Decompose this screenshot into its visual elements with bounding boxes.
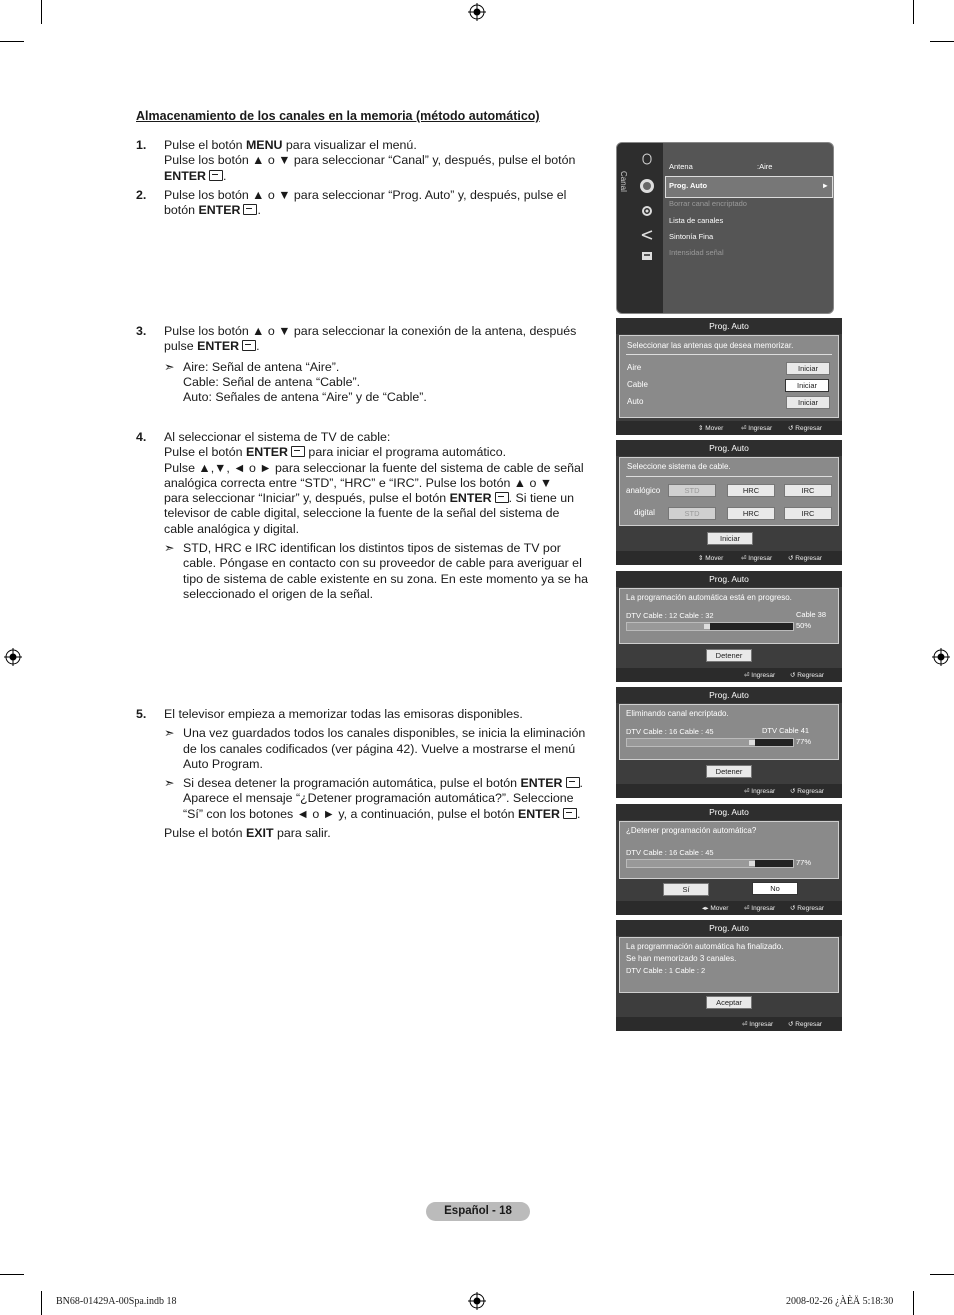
panel-message: ¿Detener programación automática? — [626, 826, 757, 835]
panel-title: Prog. Auto — [616, 318, 842, 334]
step-2: 2. Pulse los botón ▲ o ▼ para seleccionar “Prog. Auto” y, después, pulse el botón ENTER . — [136, 188, 567, 218]
section-heading: Almacenamiento de los canales en la memoria (método automático) — [136, 109, 540, 123]
panel-title: Prog. Auto — [616, 687, 842, 703]
crop-mark — [0, 1274, 24, 1275]
stop-button[interactable]: Detener — [706, 649, 752, 662]
analog-hrc-button[interactable]: HRC — [727, 484, 775, 497]
divider — [626, 354, 832, 355]
menu-item-sintonia-fina[interactable]: Sintonía Fina — [669, 232, 714, 241]
menu-item-lista-canales[interactable]: Lista de canales — [669, 216, 724, 225]
progress-percent: 77% — [796, 737, 812, 746]
channel-counts: DTV Cable : 16 Cable : 45 — [626, 848, 714, 857]
prog-auto-cable-system-panel — [616, 440, 842, 565]
panel-body — [619, 937, 839, 993]
page-number-label: Español - 18 — [426, 1202, 530, 1221]
panel-footer — [616, 421, 842, 435]
progress-bar — [626, 738, 794, 747]
row-label-cable: Cable — [627, 380, 648, 389]
enter-icon — [566, 777, 580, 788]
auto-start-button[interactable]: Iniciar — [786, 396, 830, 409]
panel-message: Seleccionar las antenas que desea memorizar. — [627, 341, 794, 350]
enter-hint: ⏎ Ingresar — [741, 555, 773, 562]
step-1: 1. Pulse el botón MENU para visualizar el menú. Pulse los botón ▲ o ▼ para seleccionar “Canal” y, después, pulse el botón ENTER . — [136, 138, 576, 183]
enter-icon — [495, 492, 509, 503]
step-3: 3. Pulse los botón ▲ o ▼ para seleccionar la conexión de la antena, después pulse ENTER . ➣ Aire: Señal de antena “Aire”. Cable: Señal de antena “Cable”. Auto: Señales de antena “Aire” y de “Cable”. — [164, 324, 604, 405]
registration-mark-icon — [932, 648, 950, 666]
progress-bar — [626, 622, 794, 631]
prog-auto-stop-confirm-panel — [616, 804, 842, 915]
enter-icon — [209, 170, 223, 181]
row-label-aire: Aire — [627, 363, 642, 372]
crop-mark — [41, 0, 42, 24]
stop-button[interactable]: Detener — [706, 765, 752, 778]
enter-icon — [243, 204, 257, 215]
panel-message-2: Se han memorizado 3 canales. — [626, 954, 737, 963]
crop-mark — [0, 41, 24, 42]
return-hint: ↺ Regresar — [788, 555, 822, 562]
enter-hint: ⏎ Ingresar — [744, 788, 776, 795]
enter-hint: ⏎ Ingresar — [741, 425, 773, 432]
analog-std-button[interactable]: STD — [668, 484, 716, 497]
aire-start-button[interactable]: Iniciar — [786, 362, 830, 375]
enter-hint: ⏎ Ingresar — [744, 905, 776, 912]
prog-auto-finished-panel — [616, 920, 842, 1031]
note: ➣ Una vez guardados todos los canales disponibles, se inicia la eliminación de los canales codificados (ver página 42). Vuelve a mostrarse el menú Auto Program. — [164, 726, 586, 771]
menu-sidebar — [617, 143, 663, 313]
yes-button[interactable]: Sí — [663, 883, 709, 896]
panel-footer — [616, 551, 842, 565]
channel-counts: DTV Cable : 12 Cable : 32 — [626, 611, 714, 620]
step-4: 4. Al seleccionar el sistema de TV de cable: Pulse el botón ENTER para iniciar el programa automático. Pulse ▲,▼, ◄ o ► para seleccionar la fuente del sistema de cable de señal analógica correcta entre “STD”, “HRC” e “IRC”. Pulse los botón ▲ o ▼ para seleccionar “Iniciar” y, después, pulse el botón ENTER . Si tiene un televisor de cable digital, seleccione la fuente de la señal del sistema de cable analógica y digital. ➣ STD, HRC e IRC identifican los distintos tipos de sistemas de TV por cable. Póngase en contacto con su proveedor de cable para averiguar el tipo de sistema de cable existente en su zona. En este momento ya se ha seleccionado el origen de la señal. — [164, 430, 608, 602]
prog-auto-scrambled-panel — [616, 687, 842, 798]
panel-message: Seleccione sistema de cable. — [627, 462, 731, 471]
panel-footer — [616, 901, 842, 915]
menu-item-borrar-canal: Borrar canal encriptado — [669, 199, 747, 208]
row-label-auto: Auto — [627, 397, 644, 406]
panel-footer — [616, 1017, 842, 1031]
enter-icon — [291, 446, 305, 457]
registration-mark-icon — [468, 1292, 486, 1310]
menu-item-prog-auto[interactable]: Prog. Auto ► — [669, 181, 829, 190]
footer-timestamp: 2008-02-26 ¿ÀÈÄ 5:18:30 — [786, 1296, 894, 1307]
return-hint: ↺ Regresar — [788, 425, 822, 432]
enter-icon — [242, 340, 256, 351]
panel-title: Prog. Auto — [616, 920, 842, 936]
picture-icon[interactable] — [641, 153, 653, 165]
progress-percent: 77% — [796, 858, 812, 867]
menu-list — [665, 143, 833, 313]
cable-start-button[interactable]: Iniciar — [785, 379, 829, 392]
registration-mark-icon — [4, 648, 22, 666]
crop-mark — [41, 1291, 42, 1315]
row-label-analog: analógico — [626, 486, 661, 495]
digital-std-button[interactable]: STD — [668, 507, 716, 520]
application-icon[interactable] — [641, 250, 653, 262]
menu-item-antena[interactable]: Antena :Aire — [669, 162, 773, 171]
crop-mark — [913, 1291, 914, 1315]
panel-message: La programmación automática ha finalizado. — [626, 942, 784, 951]
current-channel: Cable 38 — [796, 610, 827, 619]
menu-item-intensidad-senal: Intensidad señal — [669, 248, 724, 257]
panel-body — [619, 821, 839, 879]
panel-title: Prog. Auto — [616, 804, 842, 820]
crop-mark — [930, 1274, 954, 1275]
step-5: 5. El televisor empieza a memorizar todas las emisoras disponibles. ➣ Una vez guardados todos los canales disponibles, se inicia la eliminación de los canales codificados (ver página 42). Vuelve a mostrarse el menú Auto Program. ➣ Si desea detener la programación automática, pulse el botón ENTER . Aparece el mensaje “¿Detener programación automática?”. Seleccione “Sí” con los botones ◄ o ► y, a continuación, pulse el botón ENTER . Pulse el botón EXIT para salir. — [164, 707, 608, 841]
channel-menu — [616, 142, 834, 314]
return-hint: ↺ Regresar — [790, 905, 824, 912]
start-button[interactable]: Iniciar — [707, 532, 753, 545]
panel-body — [619, 457, 839, 526]
current-channel: DTV Cable 41 — [762, 726, 810, 735]
digital-hrc-button[interactable]: HRC — [727, 507, 775, 520]
return-hint: ↺ Regresar — [790, 672, 824, 679]
panel-message: Eliminando canal encriptado. — [626, 709, 729, 718]
panel-footer — [616, 668, 842, 682]
crop-mark — [930, 41, 954, 42]
enter-icon — [563, 808, 577, 819]
digital-irc-button[interactable]: IRC — [784, 507, 832, 520]
move-hint: ⇕ Mover — [698, 425, 724, 432]
row-label-digital: digital — [634, 508, 655, 517]
panel-body — [619, 704, 839, 760]
progress-percent: 50% — [796, 621, 812, 630]
return-hint: ↺ Regresar — [790, 788, 824, 795]
note: ➣ Aire: Señal de antena “Aire”. Cable: Señal de antena “Cable”. Auto: Señales de antena “Aire” y de “Cable”. — [164, 359, 427, 405]
accept-button[interactable]: Aceptar — [706, 996, 752, 1009]
channel-counts: DTV Cable : 16 Cable : 45 — [626, 727, 714, 736]
panel-footer — [616, 784, 842, 798]
panel-message: La programación automática está en progreso. — [626, 593, 792, 602]
registration-mark-icon — [468, 3, 486, 21]
channel-icon[interactable] — [639, 178, 655, 194]
divider — [626, 476, 832, 477]
panel-body — [619, 335, 839, 418]
panel-body — [619, 588, 839, 644]
input-icon[interactable] — [641, 229, 653, 241]
analog-irc-button[interactable]: IRC — [784, 484, 832, 497]
channel-counts: DTV Cable : 1 Cable : 2 — [626, 966, 706, 975]
move-hint: ◂▸ Mover — [702, 905, 729, 912]
crop-mark — [913, 0, 914, 24]
move-hint: ⇕ Mover — [698, 555, 724, 562]
footer-file-info: BN68-01429A-00Spa.indb 18 — [56, 1296, 177, 1307]
setup-gear-icon[interactable] — [641, 205, 653, 217]
no-button[interactable]: No — [752, 882, 798, 895]
return-hint: ↺ Regresar — [788, 1021, 822, 1028]
note: ➣ STD, HRC e IRC identifican los distintos tipos de sistemas de TV por cable. Póngase en contacto con su proveedor de cable para averiguar el tipo de sistema de cable existente en su zona. En este momento ya se ha seleccionado el origen de la señal. — [164, 541, 589, 601]
menu-side-label: Canal — [619, 171, 628, 192]
progress-bar — [626, 859, 794, 868]
enter-hint: ⏎ Ingresar — [742, 1021, 774, 1028]
panel-title: Prog. Auto — [616, 440, 842, 456]
prog-auto-progress-panel — [616, 571, 842, 682]
note: ➣ Si desea detener la programación automática, pulse el botón ENTER . Aparece el mensaje “¿Detener programación automática?”. Seleccione “Sí” con los botones ◄ o ► y, a continuación, pulse el botón ENTER . — [164, 776, 583, 821]
prog-auto-antenna-panel — [616, 318, 842, 435]
enter-hint: ⏎ Ingresar — [744, 672, 776, 679]
panel-title: Prog. Auto — [616, 571, 842, 587]
